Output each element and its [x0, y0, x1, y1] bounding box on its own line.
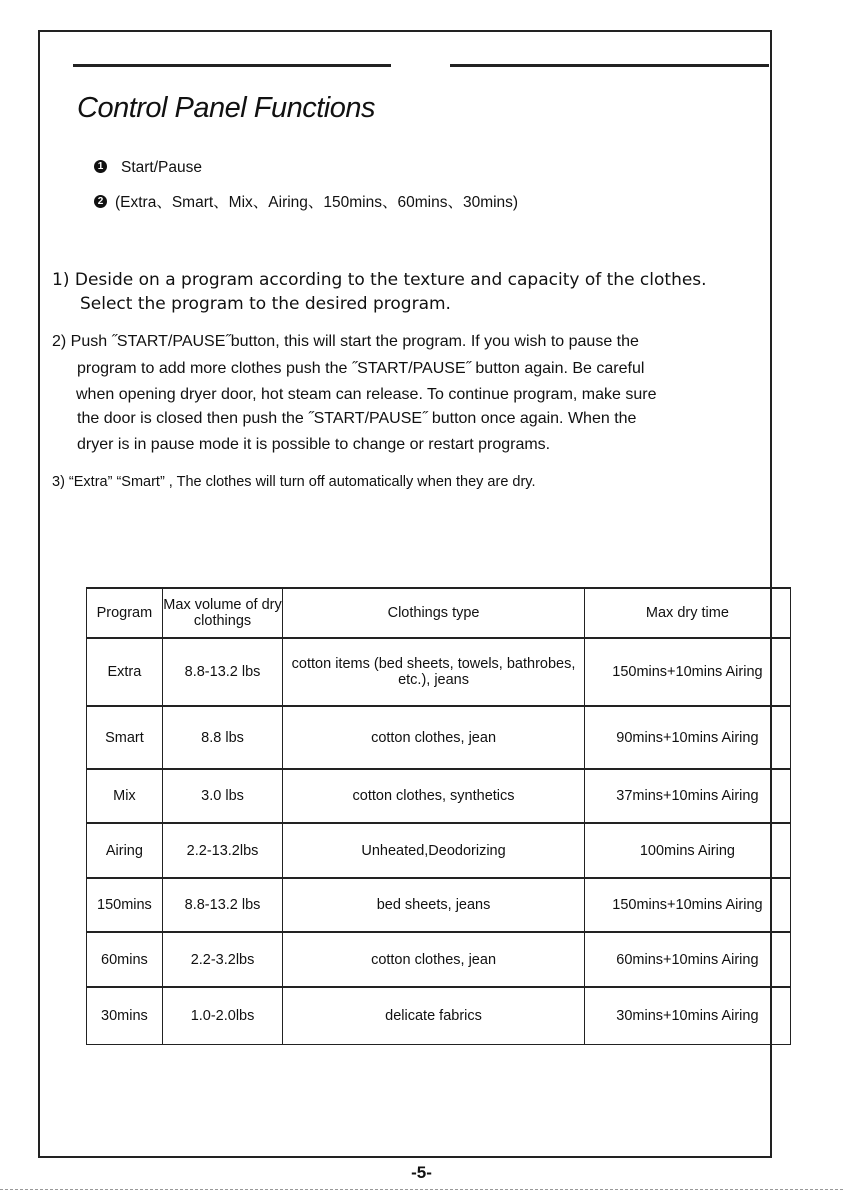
table-row [87, 932, 791, 987]
cell-volume: 3.0 lbs [162, 769, 282, 823]
cell-program: Smart [87, 706, 163, 769]
step-2-line: program to add more clothes push the ˝START/PAUSE˝ button again. Be careful [77, 360, 645, 377]
cell-program: 30mins [87, 987, 163, 1044]
page-number: -5- [411, 1163, 432, 1182]
legend-item-programs [94, 190, 518, 212]
cell-time: 150mins+10mins Airing [584, 638, 790, 706]
header-rule-left [73, 64, 391, 67]
table-row [87, 878, 791, 932]
cell-program: Mix [87, 769, 163, 823]
cell-program: 60mins [87, 932, 163, 987]
cell-volume: 8.8 lbs [162, 706, 282, 769]
cell-volume: 8.8-13.2 lbs [162, 878, 282, 932]
table-row [87, 706, 791, 769]
cell-type: cotton items (bed sheets, towels, bathrobes, etc.), jeans [283, 638, 585, 706]
cell-time: 150mins+10mins Airing [584, 878, 790, 932]
step-2-line: the door is closed then push the ˝START/PAUSE˝ button once again. When the [77, 410, 637, 427]
header-program: Program [87, 588, 163, 638]
table-row [87, 823, 791, 878]
step-1-line-2: Select the program to the desired program. [80, 294, 451, 314]
cell-time: 30mins+10mins Airing [584, 987, 790, 1044]
cell-type: cotton clothes, synthetics [283, 769, 585, 823]
number-1-bullet-icon: 1 [94, 160, 107, 173]
header-max-volume: Max volume of dry clothings [162, 588, 282, 638]
legend-label: Start/Pause [121, 159, 202, 176]
program-table [86, 587, 791, 1045]
step-1 [52, 270, 707, 290]
cell-time: 100mins Airing [584, 823, 790, 878]
table-row [87, 638, 791, 706]
cell-time: 60mins+10mins Airing [584, 932, 790, 987]
step-2-line: dryer is in pause mode it is possible to change or restart programs. [77, 436, 551, 453]
step-2-line: 2) Push ˝START/PAUSE˝button, this will start the program. If you wish to pause the [52, 333, 639, 350]
cell-type: bed sheets, jeans [283, 878, 585, 932]
step-1-marker: 1) [52, 270, 70, 290]
header-rule-right [450, 64, 769, 67]
cell-type: Unheated,Deodorizing [283, 823, 585, 878]
cell-volume: 8.8-13.2 lbs [162, 638, 282, 706]
sheet-edge [0, 1189, 843, 1190]
number-2-bullet-icon: 2 [94, 195, 107, 208]
cell-type: cotton clothes, jean [283, 706, 585, 769]
step-2-line: when opening dryer door, hot steam can release. To continue program, make sure [76, 386, 657, 403]
step-1-line-1: Deside on a program according to the texture and capacity of the clothes. [74, 270, 707, 290]
cell-program: Airing [87, 823, 163, 878]
cell-program: 150mins [87, 878, 163, 932]
cell-type: cotton clothes, jean [283, 932, 585, 987]
legend-label: (Extra、Smart、Mix、Airing、150mins、60mins、30mins) [115, 194, 519, 211]
page-title: Control Panel Functions [77, 92, 375, 124]
cell-time: 90mins+10mins Airing [584, 706, 790, 769]
table-row [87, 987, 791, 1044]
cell-program: Extra [87, 638, 163, 706]
header-max-dry-time: Max dry time [584, 588, 790, 638]
step-3: 3) “Extra” “Smart” , The clothes will turn off automatically when they are dry. [52, 474, 536, 490]
cell-type: delicate fabrics [283, 987, 585, 1044]
legend-item-start-pause [94, 159, 202, 177]
cell-time: 37mins+10mins Airing [584, 769, 790, 823]
cell-volume: 2.2-3.2lbs [162, 932, 282, 987]
table-header-row [87, 588, 791, 638]
cell-volume: 1.0-2.0lbs [162, 987, 282, 1044]
header-clothing-type: Clothings type [283, 588, 585, 638]
cell-volume: 2.2-13.2lbs [162, 823, 282, 878]
table-row [87, 769, 791, 823]
